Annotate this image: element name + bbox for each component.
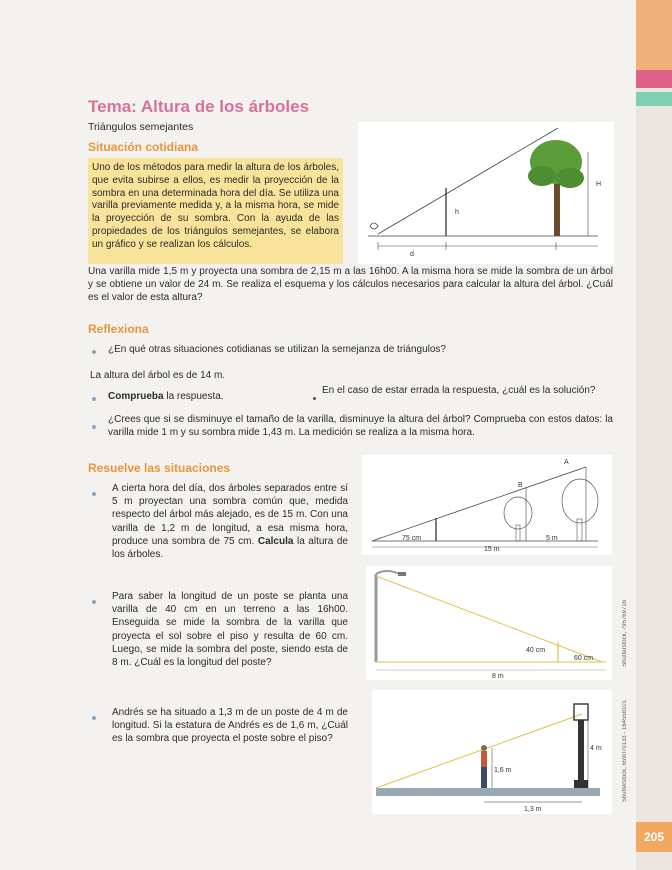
label-1-3m: 1,3 m	[524, 806, 542, 813]
label-1-6m: 1,6 m	[494, 767, 512, 774]
situacion-box: Uno de los métodos para medir la altura de los árboles, que evita subirse a ellos, es medir la proyección de la sombra en una determinada hora del día. Se utiliza una varilla previamente medida y, a la misma hora, se mide la proyección de su sombra. Con la ayuda de las propiedades de los triángulos semejantes, se elabora un gráfico y se realizan los cálculos.	[88, 158, 343, 264]
section-tab-green	[636, 92, 672, 106]
page-title: Tema: Altura de los árboles	[88, 97, 310, 116]
resuelve-problem-2: Para saber la longitud de un poste se planta una varilla de 40 cm en un terreno a las 16h00. Enseguida se mide la sombra de la varilla que proyecta el sol sobre el piso y resulta de 60 cm. Luego, se mide la sombra del poste, siendo esta de 8 m. ¿Cuál es la longitud del poste?	[112, 591, 348, 668]
label-A: A	[564, 459, 569, 466]
label-H: H	[596, 181, 602, 188]
page-number: 205	[636, 822, 672, 852]
reflexiona-q1: ¿En qué otras situaciones cotidianas se utilizan la semejanza de triángulos?	[108, 344, 446, 355]
bullet-dot	[92, 600, 96, 604]
bullet-dot	[313, 397, 316, 400]
bullet-dot	[92, 350, 96, 354]
label-d: d	[410, 251, 414, 258]
heading-reflexiona: Reflexiona	[88, 322, 149, 336]
figure-tree-shadow	[358, 122, 614, 264]
image-credit-2: Shutterstock, 659070133 - 164558101	[622, 700, 628, 803]
section-tab-orange	[636, 0, 672, 70]
label-h: h	[455, 209, 459, 216]
reflexiona-comprueba: Comprueba la respuesta.	[108, 391, 224, 402]
label-B: B	[518, 482, 523, 489]
figure-pole-shadow	[366, 566, 612, 680]
figure-bg	[358, 122, 614, 264]
label-15m: 15 m	[484, 546, 500, 553]
andres-legs	[481, 767, 487, 788]
situacion-paragraph: Una varilla mide 1,5 m y proyecta una sombra de 2,15 m a las 16h00. A la misma hora se mide la sombra de un árbol y se obtiene un valor de 24 m. Se realiza el esquema y los cálculos necesarios para calcular la altura del árbol. ¿Cuál es el valor de esta altura?	[88, 266, 613, 304]
reflexiona-statement: La altura del árbol es de 14 m.	[90, 370, 226, 381]
heading-situacion: Situación cotidiana	[88, 140, 199, 154]
bullet-dot	[92, 716, 96, 720]
page-subtitle: Triángulos semejantes	[88, 121, 194, 133]
heading-resuelve: Resuelve las situaciones	[88, 461, 231, 475]
image-credit-1: Shutterstock, 795769716	[622, 600, 628, 667]
pole-lamp	[398, 572, 406, 576]
bullet-dot	[92, 397, 96, 401]
label-75cm: 75 cm	[402, 535, 422, 542]
side-strip	[636, 0, 672, 870]
label-40cm: 40 cm	[526, 647, 546, 654]
label-4m: 4 m	[590, 745, 602, 752]
section-tab-pink	[636, 70, 672, 88]
resuelve-problem-3: Andrés se ha situado a 1,3 m de un poste de 4 m de longitud. Si la estatura de Andrés es de 1,6 m, ¿Cuál es la sombra que proyecta el poste sobre el piso?	[112, 707, 348, 745]
label-5m: 5 m	[546, 535, 558, 542]
figure-andres-pole	[372, 690, 612, 814]
label-8m: 8 m	[492, 673, 504, 680]
figure-two-trees	[362, 455, 612, 555]
reflexiona-q2: En el caso de estar errada la respuesta, ¿cuál es la solución?	[322, 385, 596, 396]
bullet-dot	[92, 425, 96, 429]
andres-body	[481, 751, 487, 767]
label-60cm: 60 cm	[574, 655, 594, 662]
andres-head	[481, 745, 487, 751]
tree-crown-left	[528, 166, 556, 186]
resuelve-problem-1: A cierta hora del día, dos árboles separados entre sí 5 m proyectan una sombra común que, medida respecto del árbol más alejado, es de 15 m. Con una varilla de 1,2 m de longitud, a esa misma hora, produce una sombra de 75 cm. Calcula la altura de los árboles.	[112, 483, 348, 560]
reflexiona-q3: ¿Crees que si se disminuye el tamaño de la varilla, disminuye la altura del árbol? Comprueba con estos datos: la varilla mide 1 m y su sombra mide 1,43 m. La medición se realiza a la misma hora.	[108, 414, 613, 439]
tree-crown-right	[556, 168, 584, 188]
bullet-dot	[92, 492, 96, 496]
ground-slab	[376, 788, 600, 796]
lamp-post	[578, 720, 584, 788]
